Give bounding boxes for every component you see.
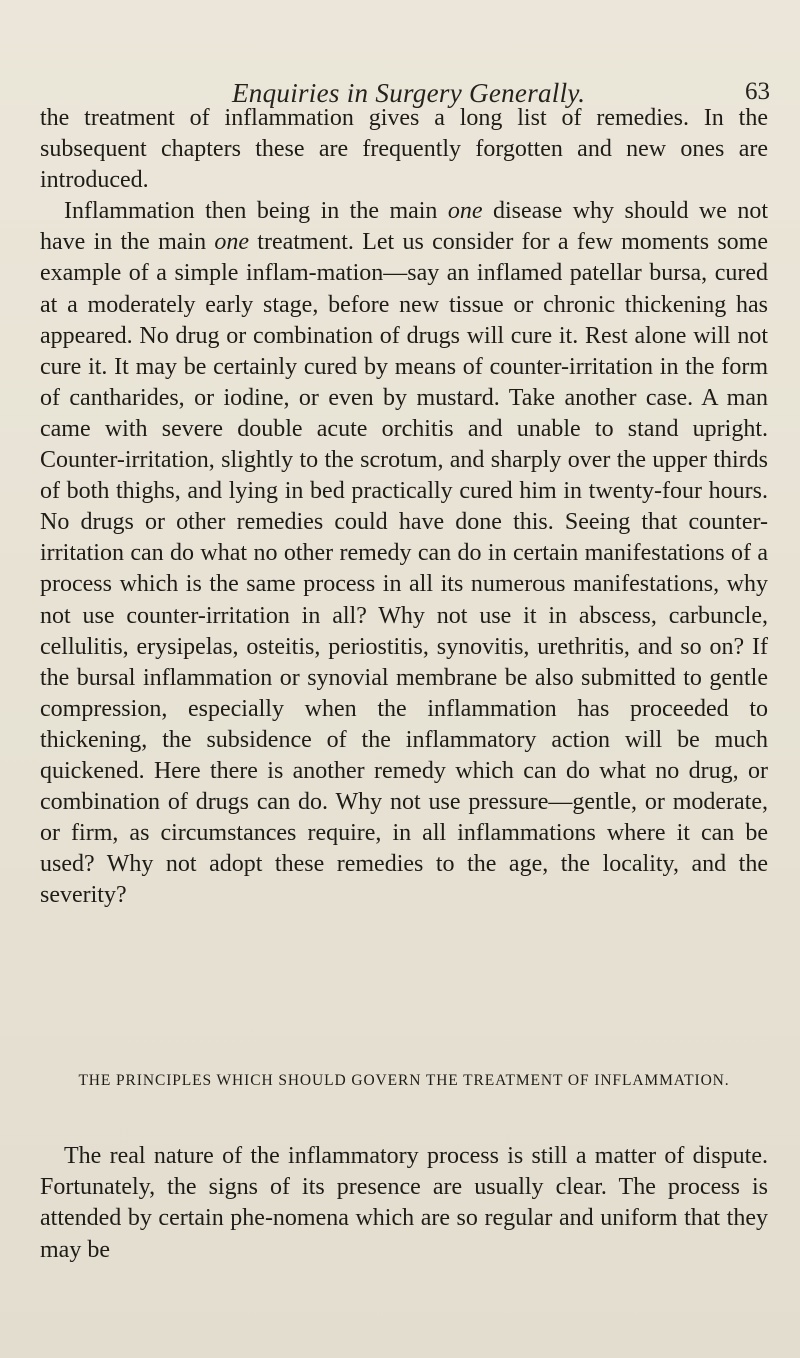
emphasis-one: one [214, 229, 250, 256]
section-body-paragraph: The real nature of the inflammatory process is still a matter of dispute. Fortunately, the signs of its presence are usually clear. The process is attended by certain phe-nomena which are so regular and uniform that they may be [40, 1143, 768, 1263]
section-heading: THE PRINCIPLES WHICH SHOULD GOVERN THE TREATMENT OF INFLAMMATION. [78, 1072, 730, 1089]
running-title: Enquiries in Surgery Generally. [232, 78, 586, 108]
paragraph-text-part: treatment. Let us consider for a few moments some example of a simple inflam-mation—say an inflamed patellar bursa, cured at a moderately early stage, before new tissue or chronic thickening has appeared. No drug or combination of drugs will cure it. Rest alone will not cure it. It may be certainly cured by means of counter-irritation in the form of cantharides, or iodine, or even by mustard. Take another case. A man came with severe double acute orchitis and unable to stand upright. Counter-irritation, slightly to the scrotum, and sharply over the upper thirds of both thighs, and lying in bed practically cured him in twenty-four hours. No drugs or other remedies could have done this. Seeing that counter-irritation can do what no other remedy can do in certain manifestations of a process which is the same process in all its numerous manifestations, why not use counter-irritation in all? Why not use it in abscess, carbuncle, cellulitis, erysipelas, osteitis, periostitis, synovitis, urethritis, and so on? If the bursal inflammation or synovial membrane be also submitted to gentle compression, especially when the inflammation has proceeded to thickening, the subsidence of the inflammatory action will be much quickened. Here there is another remedy which can do what no drug, or combination of drugs can do. Why not use pressure—gentle, or moderate, or firm, as circumstances require, in all inflammations where it can be used? Why not adopt these remedies to the age, the locality, and the severity? [40, 229, 769, 909]
paragraph-text-part: Inflammation then being in the main [64, 198, 448, 225]
page-number: 63 [745, 78, 770, 105]
paragraph-continued: the treatment of inflammation gives a long list of remedies. In the subsequent chapters these are frequently forgotten and new ones are introduced. [40, 105, 768, 194]
body-text [40, 103, 768, 911]
paragraph-text-part: disease why should we not have in the main [40, 198, 769, 256]
paragraph-inflammation-one-treatment [40, 196, 768, 911]
emphasis-one: one [447, 198, 483, 225]
